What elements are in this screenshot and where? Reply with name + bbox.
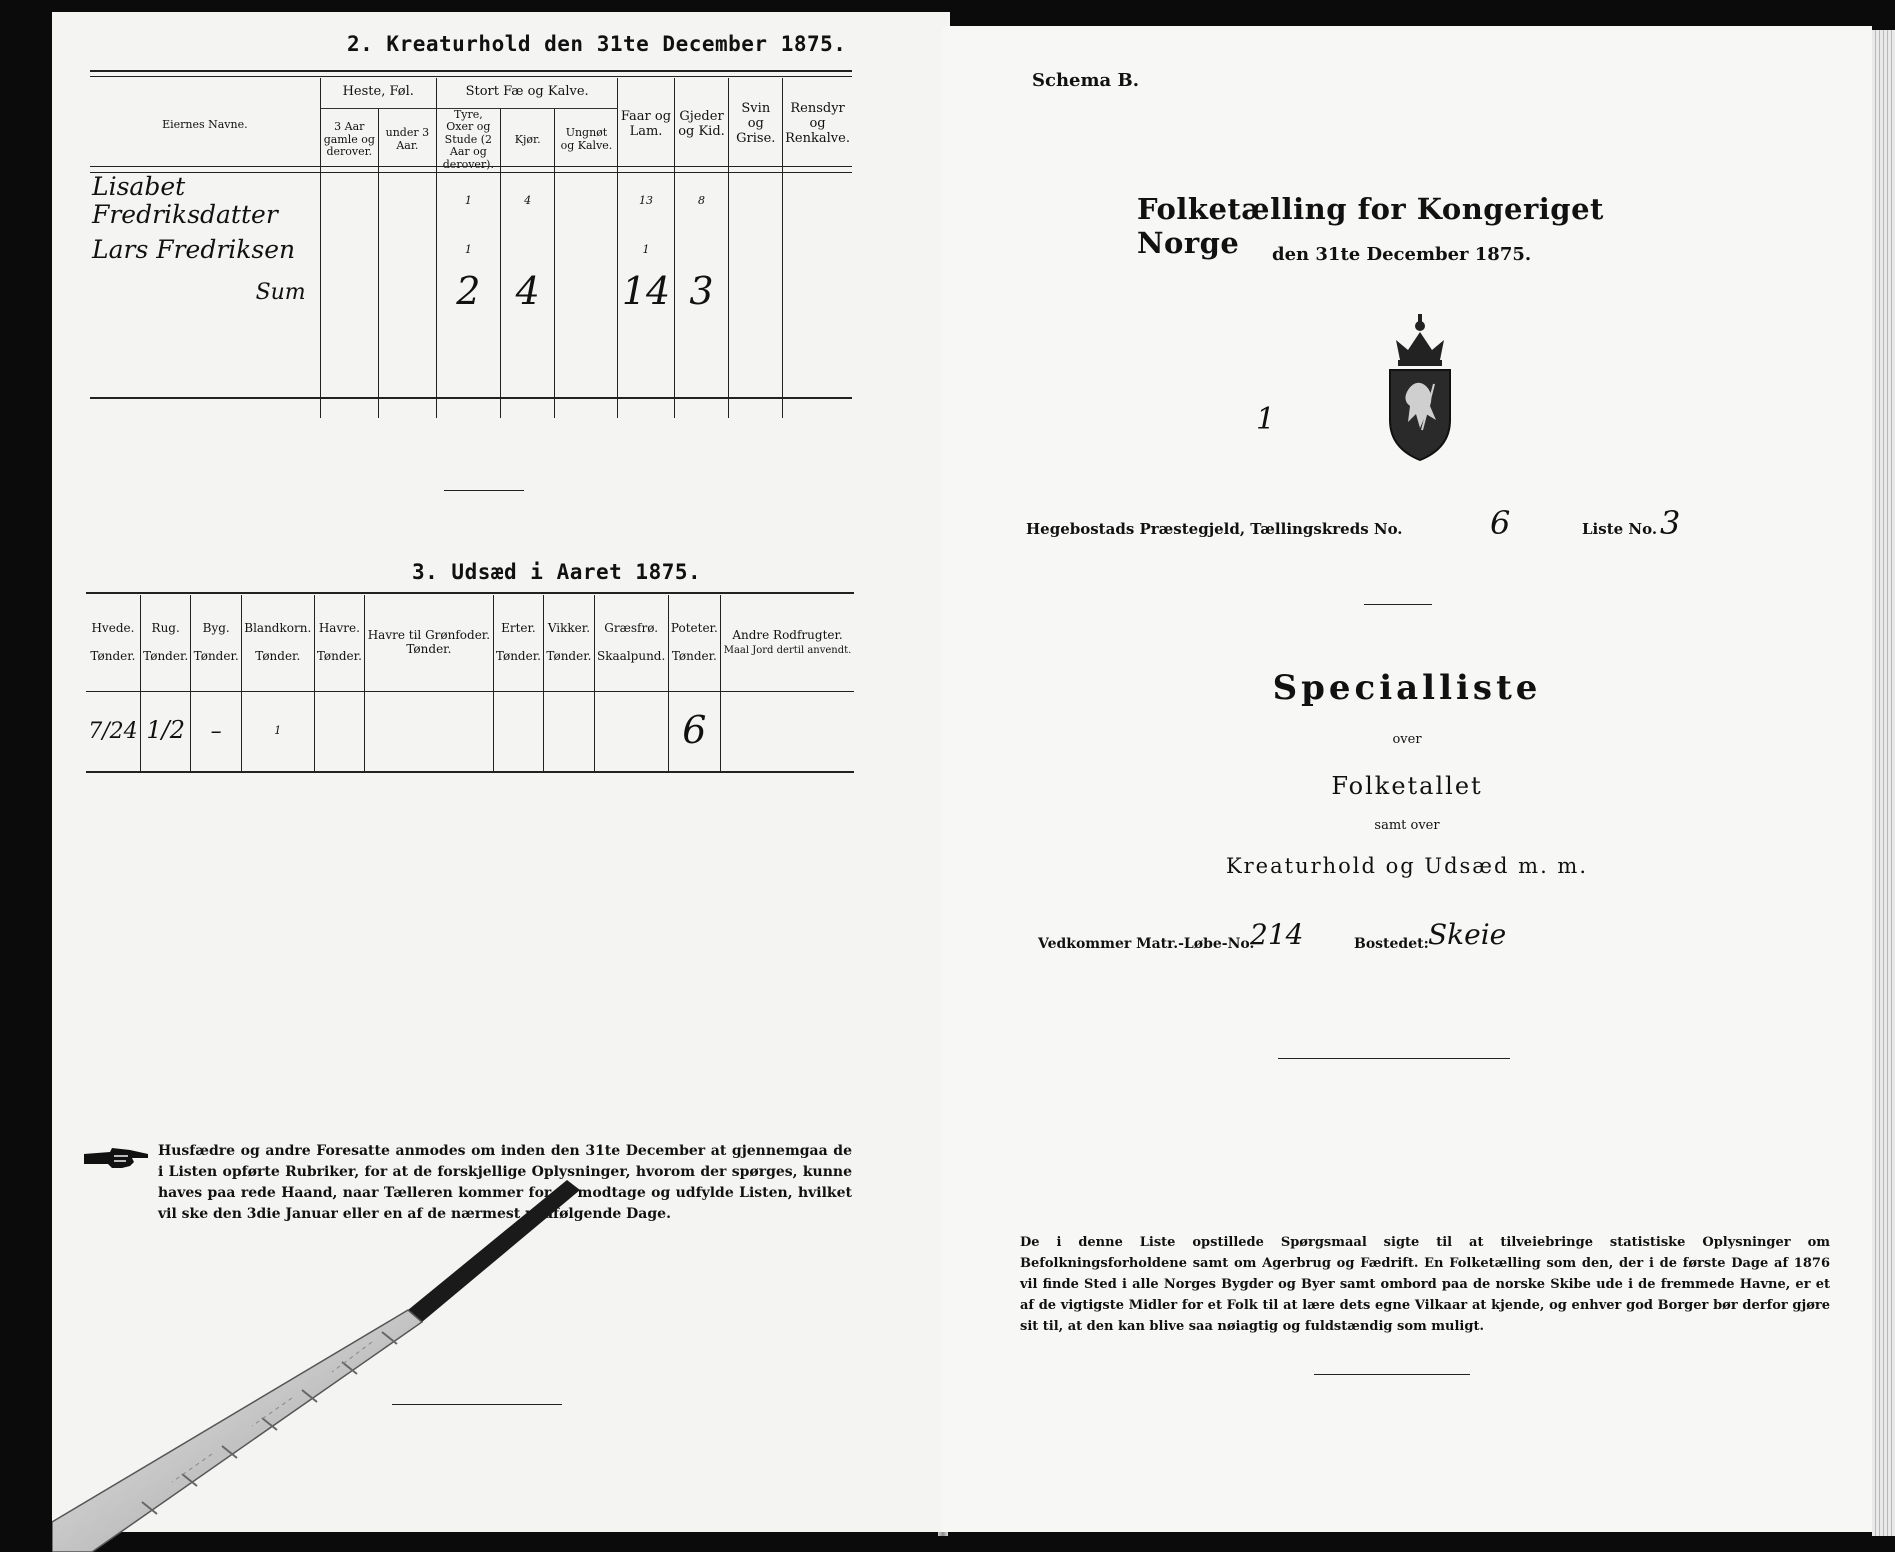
cows-sum: 4 (500, 270, 554, 314)
header-text: Græsfrø. (604, 621, 659, 636)
table-row (86, 691, 854, 771)
seed-table-top-rule (86, 592, 854, 594)
horses-group-header: Heste, Føl. (320, 78, 436, 108)
separator-line (1278, 1058, 1510, 1059)
vetch-value (544, 691, 595, 771)
kreaturhold-text: Kreaturhold og Udsæd m. m. (1225, 854, 1589, 878)
table-bottom-rule (90, 397, 852, 399)
goats-value (674, 230, 729, 270)
green-oats-value (365, 691, 494, 771)
section3-title: 3. Udsæd i Aaret 1875. (412, 560, 702, 584)
separator-line (1364, 604, 1432, 605)
unit-text: Tønder. (671, 648, 717, 663)
empty-cell (783, 314, 852, 418)
header-text: Byg. (202, 621, 230, 636)
handwritten-mark: 1 (1256, 402, 1276, 437)
unit-text: Tønder. (495, 648, 541, 663)
pen-icon (52, 1172, 612, 1552)
empty-cell (320, 270, 378, 314)
oats-value (314, 691, 365, 771)
matr-number: 214 (1250, 918, 1304, 951)
separator-line (1314, 1374, 1470, 1375)
header-text: Blandkorn. (244, 621, 312, 636)
table-top-rule-2 (90, 76, 852, 77)
bostedet-label: Bostedet: (1354, 936, 1429, 952)
unit-text: Tønder. (255, 648, 301, 663)
oats-header (314, 595, 365, 691)
owner-name: Lisabet Fredriksdatter (90, 172, 320, 230)
grass-seed-value (594, 691, 668, 771)
bulls-value: 1 (436, 230, 500, 270)
barley-value: – (191, 691, 242, 771)
green-oats-header (365, 595, 494, 691)
bulls-value: 1 (436, 172, 500, 230)
empty-cell (436, 314, 500, 418)
other-roots-header (721, 595, 854, 691)
header-text: Vikker. (547, 621, 591, 636)
livestock-table (90, 78, 852, 418)
mixed-grain-header (241, 595, 314, 691)
empty-cell (729, 270, 783, 314)
schema-label: Schema B. (1032, 70, 1139, 91)
owner-header: Eiernes Navne. (90, 78, 320, 172)
unit-text: Skaalpund. (597, 648, 666, 663)
empty-cell (320, 172, 378, 230)
header-text: Andre Rodfrugter. (732, 627, 843, 642)
table-top-rule (90, 70, 852, 72)
sheep-sum: 14 (618, 270, 674, 314)
form-title: Folketælling for Kongeriget Norge (1137, 192, 1604, 260)
sheep-value: 1 (618, 230, 674, 270)
empty-cell (729, 230, 783, 270)
unit-text: Tønder. (546, 648, 592, 663)
table-row (90, 172, 852, 230)
empty-cell (555, 230, 618, 270)
empty-cell (783, 172, 852, 230)
pointing-hand-icon (82, 1144, 152, 1174)
header-text: Poteter. (670, 621, 718, 636)
folketallet-text: Folketallet (1331, 772, 1483, 800)
bulls-header: Tyre, Oxer og Stude (2 Aar og derover). (436, 108, 500, 172)
section2-title: 2. Kreaturhold den 31te December 1875. (347, 32, 847, 56)
unit-text: Tønder. (193, 648, 239, 663)
table-row-blank (90, 314, 852, 418)
unit-text: Maal Jord dertil anvendt. (723, 644, 852, 656)
bulls-sum: 2 (436, 270, 500, 314)
wheat-header (86, 595, 140, 691)
bostedet-value: Skeie (1428, 918, 1507, 951)
footnote-text: De i denne Liste opstillede Spørgsmaal sigte til at tilveiebringe statistiske Oplysninger om Befolkningsforholdene samt om Agerbrug og Fædrift. En Folketælling som den, der i de første Dage af 1876 vil finde Sted i alle Norges Bygder og Byer samt ombord paa de norske Skibe ude i de fremmede Havne, er et af de vigtigste Midler for et Folk til at lære dets egne Vilkaar at kjende, og enhver god Borger bør derfor gjøre sit til, at den kan blive saa nøiagtig og fuldstændig som muligt. (1020, 1235, 1830, 1334)
district-number: 6 (1490, 504, 1511, 542)
empty-cell (783, 230, 852, 270)
cows-header: Kjør. (500, 108, 554, 172)
samt-over-text: samt over (1374, 818, 1440, 833)
matr-label: Vedkommer Matr.-Løbe-No. (1038, 936, 1255, 952)
sheep-header: Faar og Lam. (618, 78, 674, 172)
mixed-grain-value: 1 (241, 691, 314, 771)
unit-text: Tønder. (406, 641, 452, 656)
empty-cell (378, 172, 436, 230)
empty-cell (674, 314, 729, 418)
empty-cell (378, 270, 436, 314)
cows-value: 4 (500, 172, 554, 230)
header-text: Havre. (318, 621, 360, 636)
empty-cell (555, 172, 618, 230)
form-date: den 31te December 1875. (1272, 244, 1532, 265)
cows-value (500, 230, 554, 270)
empty-cell (555, 314, 618, 418)
peas-value (493, 691, 544, 771)
sheep-value: 13 (618, 172, 674, 230)
separator-line (444, 490, 524, 491)
empty-cell (320, 230, 378, 270)
right-page (942, 26, 1872, 1532)
empty-cell (320, 314, 378, 418)
rye-header (140, 595, 191, 691)
empty-cell (90, 314, 320, 418)
empty-cell (783, 270, 852, 314)
empty-cell (378, 230, 436, 270)
young-cattle-header: Ungnøt og Kalve. (555, 108, 618, 172)
left-page (52, 12, 950, 1532)
owner-name: Lars Fredriksen (90, 230, 320, 270)
page-edge-stack (1872, 30, 1895, 1536)
sum-label: Sum (90, 270, 320, 314)
vetch-header (544, 595, 595, 691)
header-text: Rug. (151, 621, 180, 636)
horse-old-header: 3 Aar gamle og derover. (320, 108, 378, 172)
list-label: Liste No. (1582, 520, 1658, 538)
header-text: Havre til Grønfoder. (367, 627, 491, 642)
table-row (90, 230, 852, 270)
peas-header (493, 595, 544, 691)
goats-header: Gjeder og Kid. (674, 78, 729, 172)
seed-table-bottom-rule (86, 771, 854, 773)
barley-header (191, 595, 242, 691)
rye-value: 1/2 (140, 691, 191, 771)
unit-text: Tønder. (316, 648, 362, 663)
empty-cell (618, 314, 674, 418)
goats-sum: 3 (674, 270, 729, 314)
seed-table (86, 595, 854, 771)
wheat-value: 7/24 (86, 691, 140, 771)
pigs-header: Svin og Grise. (729, 78, 783, 172)
unit-text: Tønder. (90, 648, 136, 663)
table-row (90, 270, 852, 314)
empty-cell (500, 314, 554, 418)
empty-cell (729, 314, 783, 418)
goats-value: 8 (674, 172, 729, 230)
over-text: over (1392, 732, 1422, 747)
header-bottom-rule (90, 166, 852, 167)
unit-text: Tønder. (143, 648, 189, 663)
special-title: Specialliste (1272, 668, 1542, 708)
header-text: Hvede. (91, 621, 135, 636)
horse-young-header: under 3 Aar. (378, 108, 436, 172)
list-number: 3 (1660, 504, 1681, 542)
norway-coat-of-arms-icon (1380, 310, 1460, 462)
empty-cell (378, 314, 436, 418)
potatoes-value: 6 (668, 691, 720, 771)
cattle-group-header: Stort Fæ og Kalve. (436, 78, 618, 108)
header-text: Erter. (501, 621, 536, 636)
other-roots-value (721, 691, 854, 771)
empty-cell (729, 172, 783, 230)
reindeer-header: Rensdyr og Renkalve. (783, 78, 852, 172)
notice-text: Husfædre og andre Foresatte anmodes om inden den 31te December at gjennemgaa de i Listen opførte Rubriker, for at de forskjellige Oplysninger, hvorom der spørges, kunne haves paa rede Haand, naar Tælleren kommer for at modtage og udfylde Listen, hvilket vil ske den 3die Januar eller en af de nærmest paafølgende Dage. (158, 1143, 852, 1222)
empty-cell (555, 270, 618, 314)
potatoes-header (668, 595, 720, 691)
parish-line: Hegebostads Præstegjeld, Tællingskreds No. (1026, 520, 1403, 538)
grass-seed-header (594, 595, 668, 691)
